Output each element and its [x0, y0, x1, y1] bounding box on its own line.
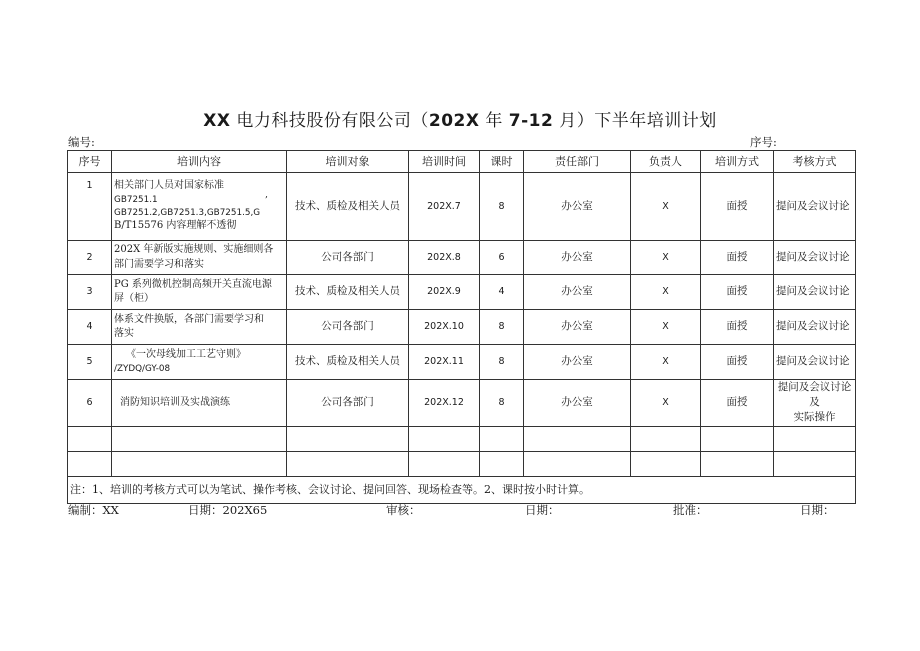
note-text: 注：1、培训的考核方式可以为笔试、操作考核、会议讨论、提问回答、现场检查等。2、课时按小时计算。 — [68, 476, 856, 503]
header-cell: 序号 — [68, 151, 112, 173]
approve-label: 批准： — [673, 503, 708, 517]
empty-cell — [701, 426, 774, 451]
row-number: 4 — [68, 310, 112, 345]
empty-cell — [409, 451, 480, 476]
table-row — [68, 380, 856, 427]
compiled-label: 编制： — [68, 503, 103, 517]
assessment-method: 提问及会议讨论 — [774, 345, 856, 380]
empty-cell — [68, 426, 112, 451]
serial-number-label: 序号: — [750, 135, 777, 149]
responsible-person: X — [631, 275, 701, 310]
row-number: 5 — [68, 345, 112, 380]
header-cell: 考核方式 — [774, 151, 856, 173]
empty-cell — [631, 451, 701, 476]
training-time: 202X.12 — [409, 380, 480, 427]
training-content — [112, 345, 287, 380]
training-method: 面授 — [701, 310, 774, 345]
assessment-line: 实际操作 — [793, 411, 836, 424]
empty-cell — [112, 451, 287, 476]
training-plan-table — [67, 150, 856, 504]
table-header-row — [68, 151, 856, 173]
header-cell: 课时 — [480, 151, 524, 173]
empty-cell — [631, 426, 701, 451]
training-audience: 公司各部门 — [287, 241, 409, 275]
training-method: 面授 — [701, 241, 774, 275]
empty-cell — [774, 426, 856, 451]
training-time: 202X.11 — [409, 345, 480, 380]
training-content — [112, 173, 287, 241]
content-line: B/T15576 内容理解不透彻 — [114, 220, 237, 232]
stray-mark: , — [265, 190, 268, 200]
responsible-person: X — [631, 173, 701, 241]
title-year-suffix: 年 — [485, 111, 503, 131]
training-hours: 6 — [480, 241, 524, 275]
date-value: 202X65 — [222, 503, 268, 517]
empty-cell — [480, 451, 524, 476]
header-cell: 培训对象 — [287, 151, 409, 173]
training-hours: 4 — [480, 275, 524, 310]
empty-cell — [774, 451, 856, 476]
responsible-person: X — [631, 380, 701, 427]
responsible-person: X — [631, 310, 701, 345]
training-audience: 技术、质检及相关人员 — [287, 345, 409, 380]
empty-row — [68, 451, 856, 476]
content-line: GB7251.1 — [114, 194, 158, 205]
approve-date-label: 日期： — [800, 503, 835, 517]
page-title — [0, 106, 920, 131]
responsible-department: 办公室 — [524, 310, 631, 345]
training-method: 面授 — [701, 345, 774, 380]
table-row — [68, 173, 856, 241]
assessment-line: 提问及会议讨论及 — [777, 381, 852, 409]
table-row — [68, 345, 856, 380]
content-line: 体系文件换版，各部门需要学习和 — [114, 313, 264, 325]
training-time: 202X.9 — [409, 275, 480, 310]
content-line: 屏（柜） — [114, 293, 154, 304]
compiled-date — [188, 502, 267, 518]
responsible-department: 办公室 — [524, 345, 631, 380]
training-audience: 公司各部门 — [287, 380, 409, 427]
date-label: 日期： — [188, 503, 223, 517]
content-line: 《一次母线加工工艺守则》 — [126, 349, 246, 361]
training-hours: 8 — [480, 380, 524, 427]
title-months: 7-12 — [508, 111, 554, 131]
training-audience: 公司各部门 — [287, 310, 409, 345]
row-number: 1 — [68, 173, 112, 241]
training-time: 202X.8 — [409, 241, 480, 275]
content-line: 部门需要学习和落实 — [114, 258, 204, 270]
empty-cell — [409, 426, 480, 451]
training-hours: 8 — [480, 345, 524, 380]
row-number: 2 — [68, 241, 112, 275]
training-audience: 技术、质检及相关人员 — [287, 173, 409, 241]
responsible-person: X — [631, 345, 701, 380]
empty-cell — [524, 426, 631, 451]
table-row — [68, 310, 856, 345]
empty-cell — [68, 451, 112, 476]
row-number: 3 — [68, 275, 112, 310]
training-content — [112, 380, 287, 427]
content-line: 相关部门人员对国家标准 — [114, 180, 224, 192]
responsible-department: 办公室 — [524, 173, 631, 241]
training-hours: 8 — [480, 173, 524, 241]
content-line: 消防知识培训及实战演练 — [120, 396, 230, 408]
training-content — [112, 310, 287, 345]
responsible-department: 办公室 — [524, 241, 631, 275]
table-row — [68, 241, 856, 275]
title-company-prefix: XX — [203, 111, 231, 131]
empty-cell — [287, 451, 409, 476]
content-line: GB7251.2,GB7251.3,GB7251.5,G — [114, 207, 261, 218]
review-label: 审核： — [386, 503, 421, 517]
assessment-method: 提问及会议讨论 — [774, 173, 856, 241]
empty-cell — [701, 451, 774, 476]
training-content — [112, 241, 287, 275]
document-number-label: 编号: — [68, 135, 95, 149]
assessment-method: 提问及会议讨论 — [774, 275, 856, 310]
title-year: 202X — [428, 111, 480, 131]
content-line: /ZYDQ/GY-08 — [114, 363, 171, 374]
header-cell: 负责人 — [631, 151, 701, 173]
header-cell: 培训内容 — [112, 151, 287, 173]
assessment-method: 提问及会议讨论 — [774, 310, 856, 345]
title-company-name: 电力科技股份有限公司（ — [236, 111, 429, 131]
empty-cell — [287, 426, 409, 451]
training-audience: 技术、质检及相关人员 — [287, 275, 409, 310]
assessment-method: 提问及会议讨论 — [774, 241, 856, 275]
empty-row — [68, 426, 856, 451]
assessment-method — [774, 380, 856, 427]
content-line: 202X 年新版实施规则、实施细则各 — [114, 244, 274, 255]
training-method: 面授 — [701, 380, 774, 427]
training-method: 面授 — [701, 173, 774, 241]
training-method: 面授 — [701, 275, 774, 310]
training-hours: 8 — [480, 310, 524, 345]
responsible-department: 办公室 — [524, 275, 631, 310]
review-date-label: 日期： — [525, 503, 560, 517]
responsible-department: 办公室 — [524, 380, 631, 427]
training-content — [112, 275, 287, 310]
empty-cell — [480, 426, 524, 451]
compiled-value: XX — [102, 503, 119, 517]
note-row — [68, 476, 856, 503]
header-cell: 培训时间 — [409, 151, 480, 173]
header-cell: 责任部门 — [524, 151, 631, 173]
training-time: 202X.10 — [409, 310, 480, 345]
table-row — [68, 275, 856, 310]
compiled-by — [68, 502, 119, 518]
training-time: 202X.7 — [409, 173, 480, 241]
empty-cell — [112, 426, 287, 451]
row-number: 6 — [68, 380, 112, 427]
title-plan-name: 月）下半年培训计划 — [559, 111, 717, 131]
content-line: 落实 — [114, 328, 134, 339]
content-line: PG 系列微机控制高频开关直流电源 — [114, 278, 272, 290]
header-cell: 培训方式 — [701, 151, 774, 173]
responsible-person: X — [631, 241, 701, 275]
empty-cell — [524, 451, 631, 476]
